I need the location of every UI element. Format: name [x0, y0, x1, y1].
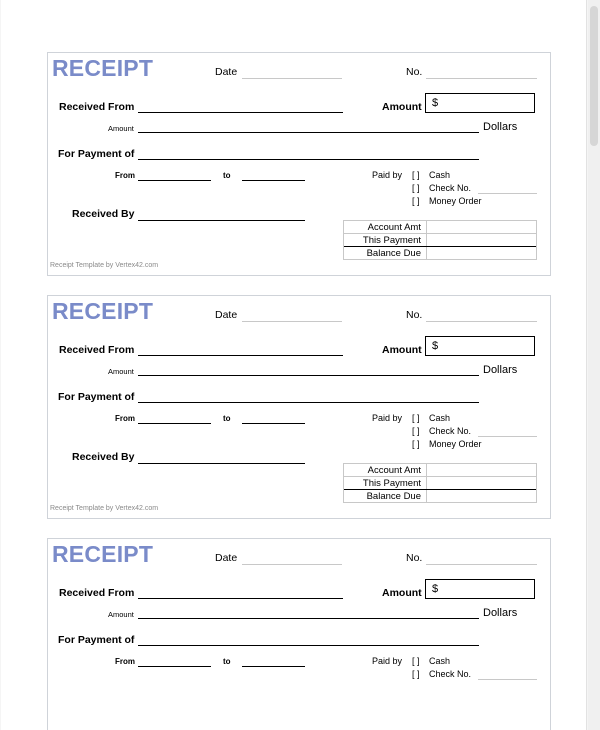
balance-due-label: Balance Due [366, 491, 421, 502]
template-credit: Receipt Template by Vertex42.com [50, 262, 159, 269]
receipt-title: RECEIPT [52, 55, 154, 81]
amount-field[interactable] [425, 336, 535, 356]
balance-due-label: Balance Due [366, 248, 421, 259]
summary-row-line [344, 476, 536, 477]
date-field[interactable] [242, 78, 342, 79]
for-payment-field[interactable] [138, 402, 479, 403]
amount-label: Amount [382, 587, 422, 599]
amount-in-words-field[interactable] [138, 375, 479, 376]
scrollbar-thumb[interactable] [590, 6, 598, 146]
receipt-number-label: No. [406, 552, 423, 564]
dollars-label: Dollars [483, 364, 518, 376]
for-payment-label: For Payment of [58, 148, 135, 160]
to-label: to [223, 171, 231, 180]
from-label: From [115, 414, 135, 423]
cash-checkbox[interactable]: [ ] [412, 413, 420, 423]
check-checkbox[interactable]: [ ] [412, 183, 420, 193]
from-label: From [115, 171, 135, 180]
for-payment-field[interactable] [138, 645, 479, 646]
account-amt-label: Account Amt [367, 222, 421, 233]
receipt-form [47, 538, 551, 730]
receipt-number-field[interactable] [426, 321, 537, 322]
receipt-title: RECEIPT [52, 298, 154, 324]
balance-summary-table [343, 220, 537, 260]
summary-row-line [344, 233, 536, 234]
receipt-form [47, 295, 551, 519]
dollar-sign: $ [432, 340, 439, 352]
receipt-form [47, 52, 551, 276]
check-number-field[interactable] [478, 679, 537, 680]
for-payment-label: For Payment of [58, 391, 135, 403]
check-checkbox[interactable]: [ ] [412, 426, 420, 436]
received-by-label: Received By [72, 208, 135, 220]
received-by-label: Received By [72, 451, 135, 463]
receipt-number-field[interactable] [426, 564, 537, 565]
amount-field[interactable] [425, 93, 535, 113]
dollars-label: Dollars [483, 121, 518, 133]
summary-divider [426, 221, 427, 259]
vertical-scrollbar[interactable] [588, 0, 600, 730]
cash-label: Cash [429, 170, 451, 180]
to-date-field[interactable] [242, 666, 305, 667]
date-field[interactable] [242, 564, 342, 565]
amount-label: Amount [382, 344, 422, 356]
amount-in-words-label: Amount [108, 367, 134, 376]
amount-label: Amount [382, 101, 422, 113]
for-payment-field[interactable] [138, 159, 479, 160]
document-page [1, 0, 587, 730]
to-label: to [223, 414, 231, 423]
money-order-checkbox[interactable]: [ ] [412, 196, 420, 206]
date-label: Date [215, 66, 238, 78]
money-order-label: Money Order [429, 439, 482, 449]
check-no-label: Check No. [429, 426, 472, 436]
summary-row-line [344, 489, 536, 490]
dollar-sign: $ [432, 583, 439, 595]
amount-in-words-field[interactable] [138, 132, 479, 133]
receipt-number-field[interactable] [426, 78, 537, 79]
received-by-field[interactable] [138, 463, 305, 464]
cash-checkbox[interactable]: [ ] [412, 170, 420, 180]
check-checkbox[interactable]: [ ] [412, 669, 420, 679]
received-from-label: Received From [59, 344, 135, 356]
received-from-field[interactable] [138, 355, 343, 356]
check-number-field[interactable] [478, 193, 537, 194]
check-no-label: Check No. [429, 183, 472, 193]
money-order-label: Money Order [429, 196, 482, 206]
from-label: From [115, 657, 135, 666]
check-number-field[interactable] [478, 436, 537, 437]
paid-by-label: Paid by [372, 170, 403, 180]
amount-in-words-label: Amount [108, 610, 134, 619]
money-order-checkbox[interactable]: [ ] [412, 439, 420, 449]
dollars-label: Dollars [483, 607, 518, 619]
template-credit: Receipt Template by Vertex42.com [50, 505, 159, 512]
to-date-field[interactable] [242, 423, 305, 424]
received-from-field[interactable] [138, 112, 343, 113]
from-date-field[interactable] [138, 666, 211, 667]
receipt-number-label: No. [406, 66, 423, 78]
from-date-field[interactable] [138, 180, 211, 181]
summary-row-line [344, 246, 536, 247]
paid-by-label: Paid by [372, 413, 403, 423]
cash-label: Cash [429, 413, 451, 423]
this-payment-label: This Payment [362, 478, 421, 489]
received-from-label: Received From [59, 101, 135, 113]
date-field[interactable] [242, 321, 342, 322]
amount-in-words-field[interactable] [138, 618, 479, 619]
received-from-label: Received From [59, 587, 135, 599]
cash-label: Cash [429, 656, 451, 666]
to-date-field[interactable] [242, 180, 305, 181]
received-from-field[interactable] [138, 598, 343, 599]
for-payment-label: For Payment of [58, 634, 135, 646]
receipt-number-label: No. [406, 309, 423, 321]
summary-divider [426, 464, 427, 502]
this-payment-label: This Payment [362, 235, 421, 246]
account-amt-label: Account Amt [367, 465, 421, 476]
date-label: Date [215, 309, 238, 321]
cash-checkbox[interactable]: [ ] [412, 656, 420, 666]
paid-by-label: Paid by [372, 656, 403, 666]
to-label: to [223, 657, 231, 666]
amount-in-words-label: Amount [108, 124, 134, 133]
amount-field[interactable] [425, 579, 535, 599]
receipt-title: RECEIPT [52, 541, 154, 567]
received-by-field[interactable] [138, 220, 305, 221]
date-label: Date [215, 552, 238, 564]
from-date-field[interactable] [138, 423, 211, 424]
balance-summary-table [343, 463, 537, 503]
dollar-sign: $ [432, 97, 439, 109]
check-no-label: Check No. [429, 669, 472, 679]
